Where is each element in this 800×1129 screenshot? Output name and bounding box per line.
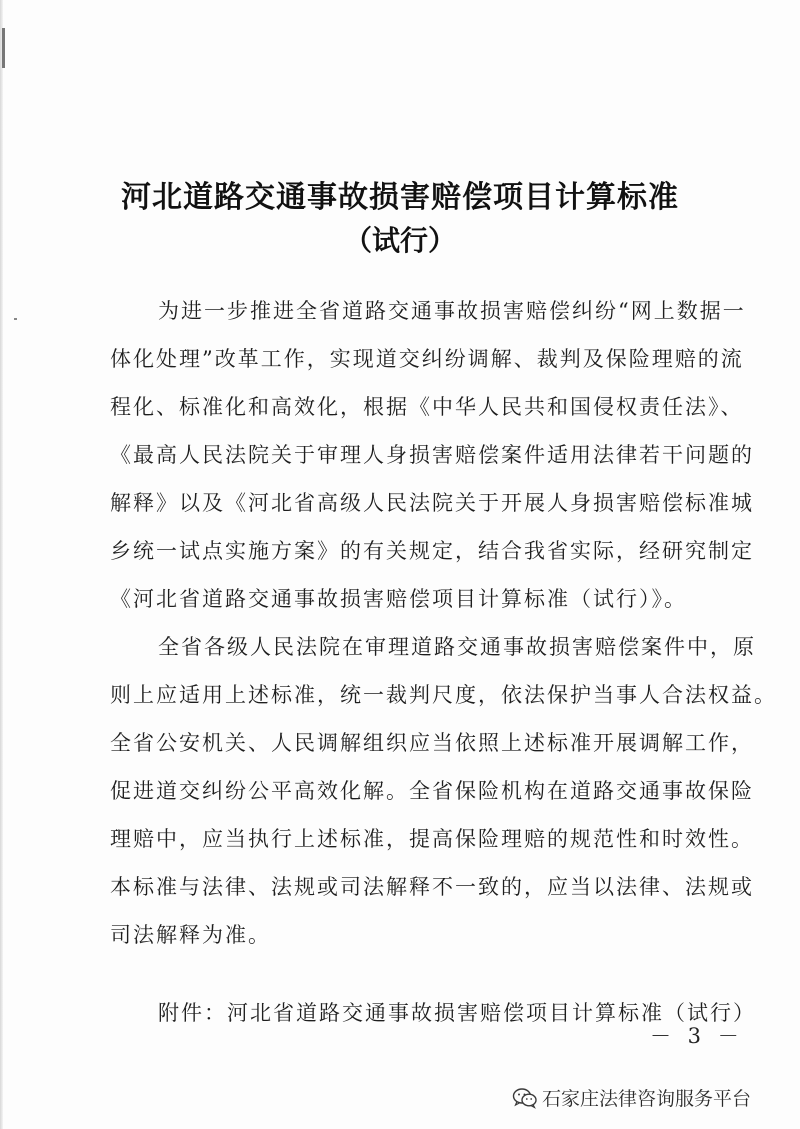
paragraph-1-line: 为进一步推进全省道路交通事故损害赔偿纠纷“网上数据一 — [158, 299, 746, 323]
wechat-icon — [512, 1087, 538, 1109]
paragraph-2-line: 全省公安机关、人民调解组织应当依照上述标准开展调解工作， — [110, 731, 754, 755]
watermark-text: 石家庄法律咨询服务平台 — [542, 1088, 752, 1110]
paragraph-1-line: 体化处理”改革工作，实现道交纠纷调解、裁判及保险理赔的流 — [110, 347, 744, 371]
attachment-line: 附件：河北省道路交通事故损害赔偿项目计算标准（试行） — [158, 1001, 756, 1025]
document-subtitle: （试行） — [343, 224, 456, 257]
page-number: － 3 － — [650, 1024, 744, 1048]
document-title: 河北道路交通事故损害赔偿项目计算标准 — [121, 180, 679, 215]
scan-mark — [2, 28, 5, 68]
paragraph-1-line: 乡统一试点实施方案》的有关规定，结合我省实际，经研究制定 — [110, 539, 754, 563]
paragraph-2-line: 促进道交纠纷公平高效化解。全省保险机构在道路交通事故保险 — [110, 779, 754, 803]
scan-edge — [0, 0, 3, 1129]
watermark — [512, 1084, 751, 1111]
paragraph-2-line: 司法解释为准。 — [110, 923, 271, 947]
paragraph-1-line: 程化、标准化和高效化，根据《中华人民共和国侵权责任法》、 — [110, 395, 744, 419]
paragraph-2-line: 理赔中，应当执行上述标准，提高保险理赔的规范性和时效性。 — [110, 827, 754, 851]
paragraph-1-line: 《河北省道路交通事故损害赔偿项目计算标准（试行）》。 — [110, 587, 687, 611]
paragraph-1-line: 《最高人民法院关于审理人身损害赔偿案件适用法律若干问题的 — [110, 443, 754, 467]
paragraph-2-line: 全省各级人民法院在审理道路交通事故损害赔偿案件中，原 — [158, 635, 756, 659]
paragraph-1-line: 解释》以及《河北省高级人民法院关于开展人身损害赔偿标准城 — [110, 491, 754, 515]
paragraph-2-line: 则上应适用上述标准，统一裁判尺度，依法保护当事人合法权益。 — [110, 683, 777, 707]
paragraph-2-line: 本标准与法律、法规或司法解释不一致的，应当以法律、法规或 — [110, 875, 754, 899]
scan-mark — [14, 318, 17, 320]
